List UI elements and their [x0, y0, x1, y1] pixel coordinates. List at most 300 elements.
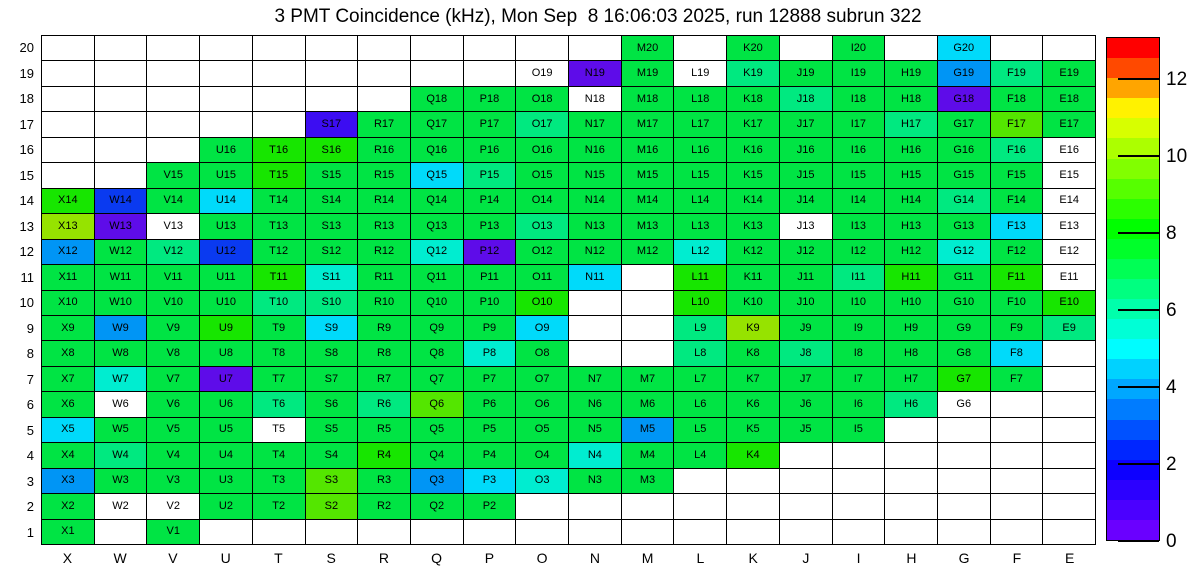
heatmap-cell: K15 [727, 163, 780, 188]
heatmap-cell: E16 [1043, 138, 1096, 163]
heatmap-cell: J6 [780, 392, 833, 417]
heatmap-cell: P11 [464, 265, 517, 290]
heatmap-cell: O13 [516, 214, 569, 239]
heatmap-cell [147, 87, 200, 112]
heatmap-cell [1043, 341, 1096, 366]
heatmap-cell [1043, 469, 1096, 494]
heatmap-cell [622, 316, 675, 341]
heatmap-cell: U15 [200, 163, 253, 188]
heatmap-cell [358, 36, 411, 61]
heatmap-cell: U16 [200, 138, 253, 163]
heatmap-cell: M5 [622, 418, 675, 443]
heatmap-cell [833, 494, 886, 519]
heatmap-cell [1043, 36, 1096, 61]
heatmap-cell: L8 [674, 341, 727, 366]
heatmap-cell: H8 [885, 341, 938, 366]
heatmap-cell [42, 61, 95, 86]
heatmap-cell: U5 [200, 418, 253, 443]
colorbar-segment [1107, 98, 1159, 118]
heatmap-cell: K19 [727, 61, 780, 86]
heatmap-cell: R3 [358, 469, 411, 494]
heatmap-cell: X7 [42, 367, 95, 392]
row-label: 6 [26, 397, 34, 412]
heatmap-cell: J8 [780, 341, 833, 366]
heatmap-cell [306, 61, 359, 86]
heatmap-cell [780, 494, 833, 519]
heatmap-cell [885, 494, 938, 519]
heatmap-cell: U7 [200, 367, 253, 392]
heatmap-cell: M14 [622, 189, 675, 214]
heatmap-cell: F13 [991, 214, 1044, 239]
heatmap-cell [95, 36, 148, 61]
heatmap-cell [42, 87, 95, 112]
heatmap-cell: I7 [833, 367, 886, 392]
heatmap-cell: J16 [780, 138, 833, 163]
heatmap-cell: G8 [938, 341, 991, 366]
heatmap-cell: T14 [253, 189, 306, 214]
heatmap-cell: X3 [42, 469, 95, 494]
col-label: T [274, 550, 283, 566]
colorbar-segment [1107, 339, 1159, 359]
heatmap-cell: S16 [306, 138, 359, 163]
heatmap-cell [42, 163, 95, 188]
colorbar-segment [1107, 159, 1159, 179]
heatmap-cell: F18 [991, 87, 1044, 112]
heatmap-cell: M6 [622, 392, 675, 417]
heatmap-cell: X8 [42, 341, 95, 366]
heatmap-cell: X2 [42, 494, 95, 519]
heatmap-cell [95, 87, 148, 112]
heatmap-cell: P13 [464, 214, 517, 239]
heatmap-cell: L12 [674, 240, 727, 265]
heatmap-cell [147, 138, 200, 163]
heatmap-cell [1043, 520, 1096, 545]
heatmap-cell: O3 [516, 469, 569, 494]
heatmap-cell: O18 [516, 87, 569, 112]
heatmap-cell: L4 [674, 443, 727, 468]
heatmap-cell: U6 [200, 392, 253, 417]
heatmap-cell [253, 61, 306, 86]
heatmap-cell [358, 87, 411, 112]
heatmap-cell: R11 [358, 265, 411, 290]
heatmap-cell [727, 469, 780, 494]
col-label: S [326, 550, 336, 566]
colorbar-segment [1107, 399, 1159, 419]
heatmap-cell: M20 [622, 36, 675, 61]
heatmap-cell: T9 [253, 316, 306, 341]
heatmap-cell: G19 [938, 61, 991, 86]
heatmap-cell: G6 [938, 392, 991, 417]
row-label: 5 [26, 422, 34, 438]
heatmap-cell: M3 [622, 469, 675, 494]
heatmap-cell: P18 [464, 87, 517, 112]
col-label: M [641, 550, 654, 566]
heatmap-cell [95, 112, 148, 137]
heatmap-cell: S9 [306, 316, 359, 341]
heatmap-cell [411, 61, 464, 86]
heatmap-cell: R10 [358, 291, 411, 316]
heatmap-cell: S12 [306, 240, 359, 265]
heatmap-cell [569, 291, 622, 316]
heatmap-cell: S6 [306, 392, 359, 417]
heatmap-cell [95, 520, 148, 545]
heatmap-cell [622, 341, 675, 366]
heatmap-cell: N12 [569, 240, 622, 265]
heatmap-cell: T8 [253, 341, 306, 366]
heatmap-cell [200, 520, 253, 545]
heatmap-cell: L16 [674, 138, 727, 163]
colorbar-segment [1107, 440, 1159, 460]
heatmap-cell: V10 [147, 291, 200, 316]
heatmap-cell: N11 [569, 265, 622, 290]
heatmap-cell: Q14 [411, 189, 464, 214]
heatmap-cell: F11 [991, 265, 1044, 290]
heatmap-cell: X13 [42, 214, 95, 239]
heatmap-cell [147, 61, 200, 86]
heatmap-cell: T16 [253, 138, 306, 163]
heatmap-cell [991, 418, 1044, 443]
colorbar-tick [1118, 232, 1159, 234]
heatmap-cell: K13 [727, 214, 780, 239]
heatmap-cell: H17 [885, 112, 938, 137]
heatmap-cell: P6 [464, 392, 517, 417]
heatmap-cell: V8 [147, 341, 200, 366]
heatmap-cell: M18 [622, 87, 675, 112]
heatmap-cell [727, 494, 780, 519]
heatmap-cell: R17 [358, 112, 411, 137]
heatmap-cell [991, 443, 1044, 468]
heatmap-cell: L14 [674, 189, 727, 214]
heatmap-cell: V2 [147, 494, 200, 519]
heatmap-cell: O14 [516, 189, 569, 214]
heatmap-cell: V4 [147, 443, 200, 468]
heatmap-cell [674, 469, 727, 494]
heatmap-cell [885, 36, 938, 61]
heatmap-cell: E17 [1043, 112, 1096, 137]
heatmap-cell: W14 [95, 189, 148, 214]
heatmap-cell: X5 [42, 418, 95, 443]
heatmap-cell: H7 [885, 367, 938, 392]
heatmap-cell [147, 36, 200, 61]
heatmap-cell [1043, 367, 1096, 392]
heatmap-cell: W11 [95, 265, 148, 290]
heatmap-cell: F9 [991, 316, 1044, 341]
heatmap-cell: U2 [200, 494, 253, 519]
heatmap-cell: M13 [622, 214, 675, 239]
heatmap-cell: X14 [42, 189, 95, 214]
heatmap-cell [780, 443, 833, 468]
heatmap-cell [200, 36, 253, 61]
heatmap-cell: M17 [622, 112, 675, 137]
heatmap-cell [200, 112, 253, 137]
colorbar-segment [1107, 38, 1159, 58]
col-label: L [696, 550, 705, 566]
heatmap-cell: K7 [727, 367, 780, 392]
heatmap-cell: O7 [516, 367, 569, 392]
heatmap-cell [569, 494, 622, 519]
heatmap-cell: N13 [569, 214, 622, 239]
heatmap-cell: O17 [516, 112, 569, 137]
heatmap-cell: O15 [516, 163, 569, 188]
heatmap-cell: K18 [727, 87, 780, 112]
colorbar-segment [1107, 78, 1159, 98]
heatmap-cell: K12 [727, 240, 780, 265]
heatmap-cell: T3 [253, 469, 306, 494]
heatmap-cell: N17 [569, 112, 622, 137]
heatmap-cell: N5 [569, 418, 622, 443]
heatmap-cell: H15 [885, 163, 938, 188]
heatmap-cell: N18 [569, 87, 622, 112]
heatmap-cell: I11 [833, 265, 886, 290]
heatmap-cell [674, 520, 727, 545]
heatmap-cell: V12 [147, 240, 200, 265]
col-label: J [802, 550, 810, 566]
heatmap-cell: R6 [358, 392, 411, 417]
colorbar-segment [1107, 480, 1159, 500]
colorbar-segment [1107, 420, 1159, 440]
heatmap-cell: M12 [622, 240, 675, 265]
heatmap-cell: G18 [938, 87, 991, 112]
heatmap-cell: W6 [95, 392, 148, 417]
heatmap-cell: V3 [147, 469, 200, 494]
heatmap-cell: P14 [464, 189, 517, 214]
col-label: R [378, 550, 389, 566]
heatmap-cell: G14 [938, 189, 991, 214]
heatmap-cell: W3 [95, 469, 148, 494]
heatmap-cell: Q10 [411, 291, 464, 316]
heatmap-cell [147, 112, 200, 137]
heatmap-cell: G7 [938, 367, 991, 392]
heatmap-cell: K5 [727, 418, 780, 443]
col-label: X [62, 550, 73, 566]
heatmap-cell [885, 469, 938, 494]
heatmap-cell [358, 520, 411, 545]
heatmap-cell: O8 [516, 341, 569, 366]
heatmap-cell: T10 [253, 291, 306, 316]
heatmap-cell: J15 [780, 163, 833, 188]
heatmap-cell: N6 [569, 392, 622, 417]
chart-title: 3 PMT Coincidence (kHz), Mon Sep 8 16:06:03 2025, run 12888 subrun 322 [274, 6, 922, 27]
heatmap-cell: F16 [991, 138, 1044, 163]
heatmap-cell: G11 [938, 265, 991, 290]
heatmap-cell: K6 [727, 392, 780, 417]
heatmap-cell: X4 [42, 443, 95, 468]
heatmap-cell: P12 [464, 240, 517, 265]
heatmap-cell: J12 [780, 240, 833, 265]
heatmap-cell: S8 [306, 341, 359, 366]
heatmap-cell: W13 [95, 214, 148, 239]
colorbar-tick-label: 12 [1166, 69, 1188, 91]
heatmap-cell [622, 520, 675, 545]
heatmap-cell: I10 [833, 291, 886, 316]
row-label: 12 [19, 244, 34, 259]
heatmap-cell: H10 [885, 291, 938, 316]
heatmap-cell: J10 [780, 291, 833, 316]
heatmap-cell: Q4 [411, 443, 464, 468]
col-label: O [536, 550, 548, 566]
heatmap-cell: R5 [358, 418, 411, 443]
heatmap-cell: K4 [727, 443, 780, 468]
heatmap-cell [569, 341, 622, 366]
heatmap-cell: Q18 [411, 87, 464, 112]
heatmap-cell: P4 [464, 443, 517, 468]
heatmap-cell: S4 [306, 443, 359, 468]
heatmap-cell [674, 36, 727, 61]
heatmap-cell: T4 [253, 443, 306, 468]
heatmap-cell [253, 112, 306, 137]
heatmap-cell: E12 [1043, 240, 1096, 265]
colorbar-segment [1107, 239, 1159, 259]
heatmap-cell: O9 [516, 316, 569, 341]
heatmap-cell: Q7 [411, 367, 464, 392]
heatmap-cell: L18 [674, 87, 727, 112]
heatmap-cell: L19 [674, 61, 727, 86]
heatmap-cell: Q11 [411, 265, 464, 290]
heatmap-cell: K8 [727, 341, 780, 366]
heatmap-cell: W7 [95, 367, 148, 392]
col-label: F [1012, 550, 1022, 566]
heatmap-cell [516, 494, 569, 519]
heatmap-cell: I15 [833, 163, 886, 188]
heatmap-cell: H19 [885, 61, 938, 86]
heatmap-cell: I20 [833, 36, 886, 61]
heatmap-cell: H9 [885, 316, 938, 341]
heatmap-cell [95, 138, 148, 163]
heatmap-cell: E18 [1043, 87, 1096, 112]
heatmap-cell [464, 520, 517, 545]
heatmap-cell: X10 [42, 291, 95, 316]
heatmap-cell: T15 [253, 163, 306, 188]
colorbar-segment [1107, 219, 1159, 239]
heatmap-cell [622, 494, 675, 519]
heatmap-cell: L17 [674, 112, 727, 137]
heatmap-cell [569, 316, 622, 341]
heatmap-cell: N16 [569, 138, 622, 163]
heatmap-cell [95, 163, 148, 188]
heatmap-cell: P10 [464, 291, 517, 316]
colorbar-tick [1118, 78, 1159, 80]
heatmap-cell: H18 [885, 87, 938, 112]
heatmap-cell: L15 [674, 163, 727, 188]
row-label: 16 [19, 142, 34, 157]
colorbar-tick [1118, 540, 1159, 542]
row-label: 3 [26, 473, 34, 489]
heatmap-cell: S7 [306, 367, 359, 392]
heatmap-cell: S15 [306, 163, 359, 188]
heatmap-cell [516, 36, 569, 61]
colorbar-segment [1107, 279, 1159, 299]
heatmap-cell: V15 [147, 163, 200, 188]
heatmap-cell [833, 443, 886, 468]
heatmap-cell: E9 [1043, 316, 1096, 341]
row-label: 2 [26, 499, 34, 514]
heatmap-cell: N19 [569, 61, 622, 86]
heatmap-cell: R14 [358, 189, 411, 214]
heatmap-cell: K11 [727, 265, 780, 290]
heatmap-cell: T2 [253, 494, 306, 519]
heatmap-cell [833, 469, 886, 494]
heatmap-cell: N7 [569, 367, 622, 392]
heatmap-cell [1043, 392, 1096, 417]
heatmap-cell: R8 [358, 341, 411, 366]
heatmap-cell: P7 [464, 367, 517, 392]
heatmap-cell: V6 [147, 392, 200, 417]
heatmap-cell: F19 [991, 61, 1044, 86]
heatmap-cell [42, 138, 95, 163]
heatmap-cell: I17 [833, 112, 886, 137]
heatmap-cell: O4 [516, 443, 569, 468]
row-label: 4 [26, 448, 34, 463]
row-label: 10 [19, 295, 34, 310]
heatmap-cell: V1 [147, 520, 200, 545]
heatmap-cell: J5 [780, 418, 833, 443]
heatmap-cell [569, 520, 622, 545]
heatmap-cell: M7 [622, 367, 675, 392]
heatmap-cell: I14 [833, 189, 886, 214]
heatmap-cell: Q3 [411, 469, 464, 494]
heatmap-cell: R13 [358, 214, 411, 239]
heatmap-cell [780, 469, 833, 494]
heatmap-cell: R4 [358, 443, 411, 468]
heatmap-cell: G12 [938, 240, 991, 265]
heatmap-cell: E10 [1043, 291, 1096, 316]
colorbar-gradient [1106, 37, 1160, 541]
colorbar-segment [1107, 58, 1159, 78]
heatmap-cell: R2 [358, 494, 411, 519]
row-label: 1 [26, 524, 34, 540]
heatmap-cell [885, 520, 938, 545]
heatmap-cell: I16 [833, 138, 886, 163]
heatmap-cell: I8 [833, 341, 886, 366]
colorbar-tick-label: 2 [1166, 454, 1177, 476]
colorbar-tick-label: 10 [1166, 146, 1188, 168]
heatmap-cell: I19 [833, 61, 886, 86]
heatmap-cell: F17 [991, 112, 1044, 137]
heatmap-cell: P2 [464, 494, 517, 519]
heatmap-cell: H12 [885, 240, 938, 265]
heatmap-cell: Q17 [411, 112, 464, 137]
heatmap-cell: R15 [358, 163, 411, 188]
heatmap-cell: K20 [727, 36, 780, 61]
heatmap-cell: R7 [358, 367, 411, 392]
col-label: I [856, 550, 861, 566]
col-label: Q [431, 550, 443, 566]
heatmap-cell: X12 [42, 240, 95, 265]
heatmap-cell: L13 [674, 214, 727, 239]
heatmap-cell: Q16 [411, 138, 464, 163]
heatmap-grid [41, 35, 1096, 545]
heatmap-cell: F7 [991, 367, 1044, 392]
heatmap-cell: U4 [200, 443, 253, 468]
heatmap-cell [358, 61, 411, 86]
col-label: W [113, 550, 127, 566]
col-label: H [906, 550, 917, 566]
heatmap-cell: G10 [938, 291, 991, 316]
heatmap-cell: T12 [253, 240, 306, 265]
heatmap-cell [42, 36, 95, 61]
heatmap-cell: F14 [991, 189, 1044, 214]
heatmap-cell [411, 36, 464, 61]
heatmap-cell: V9 [147, 316, 200, 341]
colorbar-segment [1107, 319, 1159, 339]
colorbar-segment [1107, 179, 1159, 199]
col-label: P [484, 550, 495, 566]
heatmap-cell: O12 [516, 240, 569, 265]
heatmap-cell: T6 [253, 392, 306, 417]
heatmap-cell: S5 [306, 418, 359, 443]
heatmap-cell [622, 291, 675, 316]
heatmap-cell: U10 [200, 291, 253, 316]
